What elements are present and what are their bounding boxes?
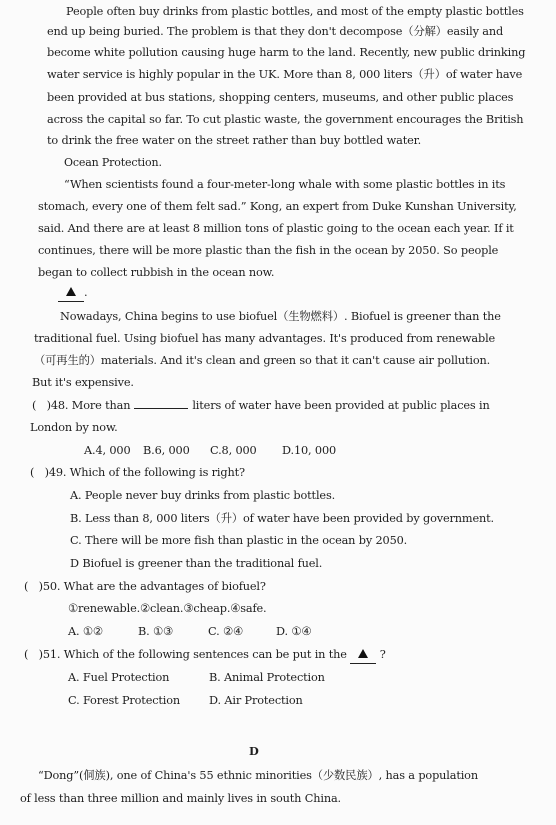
paragraph-2-line: began to collect rubbish in the ocean now.	[38, 266, 275, 279]
paragraph-1-line: become white pollution causing huge harm to the land. Recently, new public drinking	[47, 46, 526, 59]
option-c: C. Forest Protection	[68, 694, 181, 707]
question-48-continued: London by now.	[30, 421, 118, 434]
paragraph-3-line: Nowadays, China begins to use biofuel（生物燃料）. Biofuel is greener than the	[60, 310, 501, 323]
triangle-icon	[66, 287, 76, 296]
paragraph-1-line: to drink the free water on the street rather than buy bottled water.	[47, 134, 422, 147]
option-b: B.6, 000	[143, 444, 190, 457]
answer-blank	[134, 398, 188, 409]
option-c: C.8, 000	[210, 444, 257, 457]
section-d-paragraph-line: of less than three million and mainly lives in south China.	[20, 792, 341, 805]
option-b: B. Animal Protection	[209, 671, 325, 684]
option-d: D Biofuel is greener than the traditional fuel.	[70, 557, 323, 570]
option-b: B. ①③	[138, 625, 173, 638]
option-b: B. Less than 8, 000 liters（升）of water have been provided by government.	[70, 512, 494, 525]
section-letter: D	[249, 744, 259, 758]
paragraph-3-line: （可再生的）materials. And it's clean and green so that it can't cause air pollution.	[34, 354, 491, 367]
paragraph-2-line: said. And there are at least 8 million tons of plastic going to the ocean each year. If it	[38, 222, 514, 235]
answer-paren: (	[30, 466, 35, 479]
option-a: A. Fuel Protection	[68, 671, 170, 684]
paragraph-1-line: end up being buried. The problem is that they don't decompose（分解）easily and	[47, 25, 504, 38]
paragraph-3-line: But it's expensive.	[32, 376, 134, 389]
question-48: ( )48. More than liters of water have been provided at public places in	[32, 399, 490, 412]
paragraph-1-line: been provided at bus stations, shopping centers, museums, and other public places	[47, 91, 514, 104]
paragraph-2-line: stomach, every one of them felt sad.” Kong, an expert from Duke Kunshan University,	[38, 200, 517, 213]
option-c: C. ②④	[208, 625, 243, 638]
answer-paren: (	[24, 648, 29, 661]
option-d: D.10, 000	[282, 444, 337, 457]
question-49: ( )49. Which of the following is right?	[30, 466, 245, 479]
paragraph-2-line: continues, there will be more plastic than the fish in the ocean by 2050. So people	[38, 244, 499, 257]
section-d-paragraph-line: “Dong”(侗族), one of China's 55 ethnic minorities（少数民族）, has a population	[38, 769, 478, 782]
paragraph-1-line: People often buy drinks from plastic bottles, and most of the empty plastic bottles	[66, 5, 524, 18]
option-d: D. ①④	[276, 625, 312, 638]
option-c: C. There will be more fish than plastic in the ocean by 2050.	[70, 534, 408, 547]
paragraph-1-line: across the capital so far. To cut plastic waste, the government encourages the British	[47, 113, 524, 126]
question-50-items: ①renewable.②clean.③cheap.④safe.	[68, 602, 267, 615]
answer-paren: (	[32, 399, 37, 412]
option-d: D. Air Protection	[209, 694, 303, 707]
blank-marker: .	[58, 285, 87, 302]
option-a: A. ①②	[68, 625, 103, 638]
paragraph-3-line: traditional fuel. Using biofuel has many advantages. It's produced from renewable	[34, 332, 496, 345]
question-51: ( )51. Which of the following sentences can be put in the ?	[24, 647, 386, 664]
question-50: ( )50. What are the advantages of biofuel?	[24, 580, 266, 593]
triangle-icon	[358, 649, 368, 658]
option-a: A. People never buy drinks from plastic bottles.	[70, 489, 336, 502]
section-heading-ocean-protection: Ocean Protection.	[64, 156, 162, 169]
paragraph-2-line: “When scientists found a four-meter-long whale with some plastic bottles in its	[64, 178, 506, 191]
answer-paren: (	[24, 580, 29, 593]
paragraph-1-line: water service is highly popular in the UK. More than 8, 000 liters（升）of water have	[47, 68, 523, 81]
option-a: A.4, 000	[84, 444, 131, 457]
